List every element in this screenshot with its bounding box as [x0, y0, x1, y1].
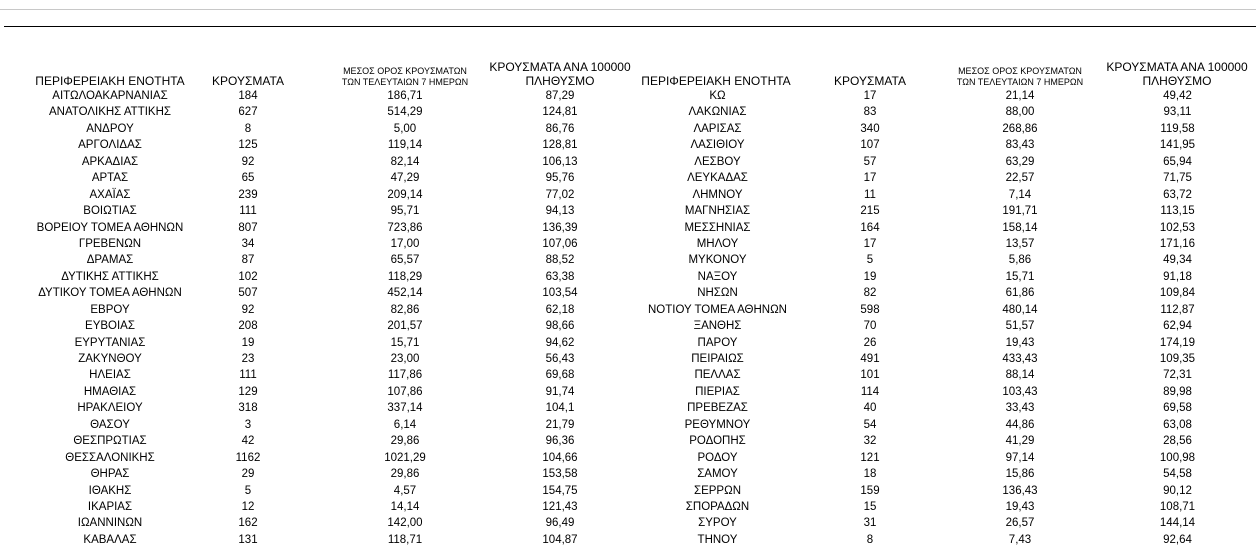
left-cases-cell: 184 — [238, 90, 258, 102]
right-avg7-cell: 88,00 — [1005, 106, 1035, 119]
table-row — [0, 252, 1256, 268]
table-row — [0, 450, 1256, 466]
right-cases-cell: 26 — [863, 336, 877, 349]
right-cases-cell: 11 — [864, 188, 876, 201]
left-avg7-cell: 65,57 — [390, 254, 420, 267]
right-region-cell: ΡΟΔΟΥ — [697, 451, 738, 464]
right-region-cell: ΛΗΜΝΟΥ — [692, 188, 743, 201]
table-row — [0, 351, 1256, 367]
right-cases-cell: 32 — [863, 435, 877, 448]
right-per100k-cell: 89,98 — [1163, 385, 1192, 398]
left-avg7-cell: 142,00 — [387, 517, 423, 530]
right-region-cell: ΚΩ — [709, 90, 726, 102]
left-avg7-cell: 29,86 — [390, 435, 420, 448]
right-avg7-cell: 61,86 — [1005, 287, 1035, 300]
header-per100k-right-line1: ΚΡΟΥΣΜΑΤΑ ΑΝΑ 100000 — [1106, 60, 1248, 74]
right-region-cell: ΝΟΤΙΟΥ ΤΟΜΕΑ ΑΘΗΝΩΝ — [648, 303, 787, 316]
right-per100k-cell: 65,94 — [1163, 155, 1192, 168]
left-per100k-cell: 98,66 — [545, 320, 575, 333]
right-cases-cell: 215 — [860, 205, 880, 218]
right-per100k-cell: 100,98 — [1159, 451, 1196, 464]
right-avg7-cell: 433,43 — [1002, 353, 1038, 365]
left-per100k-cell: 104,66 — [542, 451, 578, 464]
table-row — [0, 187, 1256, 203]
right-avg7-cell: 103,43 — [1002, 385, 1038, 398]
table-row — [0, 400, 1256, 416]
left-per100k-cell: 63,38 — [545, 270, 575, 283]
left-cases-cell: 3 — [244, 418, 252, 431]
left-per100k-cell: 86,76 — [545, 122, 575, 135]
header-cases-left-label: ΚΡΟΥΣΜΑΤΑ — [212, 74, 284, 88]
left-avg7-cell: 118,29 — [387, 270, 423, 283]
left-avg7-cell: 514,29 — [387, 106, 423, 119]
left-cases-cell: 125 — [238, 139, 258, 152]
left-region-cell: ΔΥΤΙΚΟΥ ΤΟΜΕΑ ΑΘΗΝΩΝ — [38, 287, 182, 300]
right-avg7-cell: 97,14 — [1005, 451, 1035, 464]
right-avg7-cell: 22,57 — [1005, 172, 1035, 185]
right-per100k-cell: 102,53 — [1159, 221, 1196, 234]
left-cases-cell: 131 — [238, 533, 258, 546]
header-avg7-left-line1: ΜΕΣΟΣ ΟΡΟΣ ΚΡΟΥΣΜΑΤΩΝ — [343, 66, 467, 76]
header-region-left — [20, 48, 200, 88]
left-avg7-cell: 186,71 — [387, 90, 423, 102]
left-per100k-cell: 88,52 — [545, 254, 575, 267]
right-avg7-cell: 5,86 — [1008, 254, 1032, 267]
right-region-cell: ΠΑΡΟΥ — [697, 336, 738, 349]
top-divider — [0, 9, 1256, 10]
left-avg7-cell: 82,86 — [390, 303, 420, 316]
table-row — [0, 302, 1256, 318]
right-cases-cell: 598 — [860, 303, 880, 316]
table-row — [0, 121, 1256, 137]
right-avg7-cell: 83,43 — [1005, 139, 1035, 152]
left-avg7-cell: 82,14 — [390, 155, 420, 168]
right-per100k-cell: 63,72 — [1163, 188, 1192, 201]
table-row — [0, 384, 1256, 400]
right-cases-cell: 8 — [866, 533, 874, 546]
left-region-cell: ΙΚΑΡΙΑΣ — [87, 500, 133, 513]
left-region-cell: ΘΕΣΣΑΛΟΝΙΚΗΣ — [65, 451, 155, 464]
left-avg7-cell: 117,86 — [387, 369, 423, 382]
right-cases-cell: 114 — [860, 385, 880, 398]
left-cases-cell: 5 — [244, 484, 252, 497]
right-per100k-cell: 109,84 — [1159, 287, 1196, 300]
right-per100k-cell: 49,34 — [1163, 254, 1192, 267]
left-region-cell: ΗΡΑΚΛΕΙΟΥ — [77, 402, 143, 415]
right-per100k-cell: 93,11 — [1163, 106, 1192, 119]
right-per100k-cell: 72,31 — [1163, 369, 1192, 382]
right-cases-cell: 82 — [863, 287, 877, 300]
table-row — [0, 433, 1256, 449]
left-region-cell: ΘΕΣΠΡΩΤΙΑΣ — [73, 435, 147, 448]
right-region-cell: ΝΗΣΩΝ — [697, 287, 738, 300]
header-cases-left — [205, 48, 291, 88]
table-row — [0, 285, 1256, 301]
header-per100k-right-line2: ΠΛΗΘΥΣΜΟ — [1142, 74, 1212, 88]
left-cases-cell: 42 — [241, 435, 255, 448]
right-per100k-cell: 92,64 — [1163, 533, 1192, 546]
left-per100k-cell: 136,39 — [542, 221, 578, 234]
right-avg7-cell: 268,86 — [1002, 122, 1038, 135]
left-avg7-cell: 1021,29 — [384, 451, 426, 464]
left-region-cell: ΑΡΓΟΛΙΔΑΣ — [78, 139, 142, 152]
left-region-cell: ΕΥΒΟΙΑΣ — [85, 320, 135, 333]
left-per100k-cell: 77,02 — [545, 188, 575, 201]
right-avg7-cell: 51,57 — [1005, 320, 1035, 333]
table-row — [0, 483, 1256, 499]
left-region-cell: ΔΥΤΙΚΗΣ ΑΤΤΙΚΗΣ — [61, 270, 159, 283]
left-per100k-cell: 106,13 — [542, 155, 578, 168]
left-cases-cell: 87 — [241, 254, 255, 267]
right-region-cell: ΛΕΣΒΟΥ — [694, 155, 741, 168]
left-cases-cell: 239 — [238, 188, 258, 201]
left-avg7-cell: 23,00 — [390, 353, 420, 365]
left-avg7-cell: 4,57 — [393, 484, 417, 497]
left-per100k-cell: 96,36 — [545, 435, 575, 448]
right-cases-cell: 121 — [860, 451, 880, 464]
left-per100k-cell: 104,1 — [545, 402, 575, 415]
left-cases-cell: 92 — [241, 303, 255, 316]
table-row — [0, 104, 1256, 120]
right-cases-cell: 70 — [863, 320, 877, 333]
right-cases-cell: 491 — [860, 353, 880, 365]
left-per100k-cell: 121,43 — [542, 500, 578, 513]
left-per100k-cell: 91,74 — [545, 385, 575, 398]
left-region-cell: ΚΑΒΑΛΑΣ — [83, 533, 137, 546]
left-avg7-cell: 452,14 — [387, 287, 423, 300]
right-cases-cell: 5 — [866, 254, 874, 267]
right-cases-cell: 17 — [863, 172, 877, 185]
left-cases-cell: 111 — [239, 205, 257, 218]
left-avg7-cell: 337,14 — [387, 402, 423, 415]
left-avg7-cell: 119,14 — [387, 139, 423, 152]
header-avg7-left-line2: ΤΩΝ ΤΕΛΕΥΤΑΙΩΝ 7 ΗΜΕΡΩΝ — [341, 77, 469, 87]
left-per100k-cell: 62,18 — [545, 303, 575, 316]
left-avg7-cell: 14,14 — [390, 500, 420, 513]
table-row — [0, 220, 1256, 236]
left-cases-cell: 1162 — [235, 451, 261, 464]
right-avg7-cell: 26,57 — [1005, 517, 1035, 530]
right-region-cell: ΤΗΝΟΥ — [697, 533, 738, 546]
left-cases-cell: 507 — [238, 287, 258, 300]
table-row — [0, 499, 1256, 515]
header-region-right — [636, 48, 796, 88]
table-row — [0, 269, 1256, 285]
right-per100k-cell: 109,35 — [1159, 353, 1196, 365]
right-region-cell: ΛΑΣΙΘΙΟΥ — [690, 139, 745, 152]
right-avg7-cell: 136,43 — [1002, 484, 1038, 497]
right-region-cell: ΜΑΓΝΗΣΙΑΣ — [684, 205, 751, 218]
right-avg7-cell: 33,43 — [1005, 402, 1035, 415]
table-row — [0, 88, 1256, 104]
left-region-cell: ΘΗΡΑΣ — [90, 468, 130, 481]
table-row — [0, 203, 1256, 219]
table-row — [0, 318, 1256, 334]
left-cases-cell: 807 — [238, 221, 258, 234]
right-avg7-cell: 19,43 — [1005, 500, 1035, 513]
right-region-cell: ΜΗΛΟΥ — [696, 237, 739, 250]
table-row — [0, 417, 1256, 433]
right-cases-cell: 19 — [863, 270, 877, 283]
right-avg7-cell: 480,14 — [1002, 303, 1038, 316]
right-region-cell: ΝΑΞΟΥ — [697, 270, 738, 283]
table-row — [0, 532, 1256, 548]
right-avg7-cell: 7,43 — [1008, 533, 1032, 546]
right-region-cell: ΠΕΛΛΑΣ — [694, 369, 741, 382]
left-cases-cell: 23 — [241, 353, 255, 365]
table-row — [0, 236, 1256, 252]
left-cases-cell: 129 — [238, 385, 258, 398]
right-avg7-cell: 63,29 — [1005, 155, 1035, 168]
right-per100k-cell: 63,08 — [1163, 418, 1192, 431]
left-per100k-cell: 103,54 — [542, 287, 578, 300]
table-body — [0, 88, 1256, 548]
left-cases-cell: 92 — [241, 155, 255, 168]
left-per100k-cell: 104,87 — [542, 533, 578, 546]
left-region-cell: ΘΑΣΟΥ — [90, 418, 130, 431]
right-per100k-cell: 28,56 — [1163, 435, 1192, 448]
right-cases-cell: 340 — [860, 122, 880, 135]
left-region-cell: ΑΧΑΪΑΣ — [89, 188, 131, 201]
left-avg7-cell: 209,14 — [387, 188, 423, 201]
header-cases-right — [826, 48, 914, 88]
table-row — [0, 137, 1256, 153]
left-per100k-cell: 154,75 — [542, 484, 578, 497]
left-per100k-cell: 94,62 — [545, 336, 575, 349]
left-per100k-cell: 153,58 — [542, 468, 578, 481]
right-avg7-cell: 19,43 — [1005, 336, 1035, 349]
left-region-cell: ΙΘΑΚΗΣ — [88, 484, 132, 497]
right-region-cell: ΜΕΣΣΗΝΙΑΣ — [684, 221, 751, 234]
right-region-cell: ΣΥΡΟΥ — [698, 517, 737, 530]
left-region-cell: ΕΥΡΥΤΑΝΙΑΣ — [74, 336, 146, 349]
header-cases-right-label: ΚΡΟΥΣΜΑΤΑ — [834, 74, 906, 88]
left-per100k-cell: 96,49 — [545, 517, 575, 530]
left-avg7-cell: 5,00 — [393, 122, 417, 135]
right-per100k-cell: 91,18 — [1163, 270, 1192, 283]
right-per100k-cell: 71,75 — [1163, 172, 1192, 185]
right-region-cell: ΛΑΚΩΝΙΑΣ — [688, 106, 747, 119]
right-region-cell: ΜΥΚΟΝΟΥ — [688, 254, 747, 267]
header-per100k-right — [1102, 48, 1252, 88]
left-cases-cell: 19 — [241, 336, 255, 349]
left-region-cell: ΗΛΕΙΑΣ — [89, 369, 131, 382]
right-cases-cell: 31 — [863, 517, 877, 530]
left-region-cell: ΑΡΤΑΣ — [91, 172, 129, 185]
table-row — [0, 367, 1256, 383]
right-per100k-cell: 108,71 — [1159, 500, 1196, 513]
right-cases-cell: 40 — [863, 402, 877, 415]
left-per100k-cell: 21,79 — [545, 418, 575, 431]
table-row — [0, 515, 1256, 531]
right-per100k-cell: 112,87 — [1160, 303, 1195, 316]
right-per100k-cell: 113,15 — [1160, 205, 1195, 218]
right-cases-cell: 83 — [863, 106, 877, 119]
left-per100k-cell: 87,29 — [545, 90, 575, 102]
left-region-cell: ΑΝΔΡΟΥ — [86, 122, 134, 135]
right-cases-cell: 57 — [863, 155, 877, 168]
left-cases-cell: 12 — [241, 500, 255, 513]
left-region-cell: ΙΩΑΝΝΙΝΩΝ — [77, 517, 143, 530]
right-avg7-cell: 13,57 — [1005, 237, 1035, 250]
table-row — [0, 335, 1256, 351]
right-avg7-cell: 88,14 — [1005, 369, 1035, 382]
right-per100k-cell: 119,58 — [1160, 122, 1195, 135]
right-cases-cell: 101 — [860, 369, 880, 382]
left-cases-cell: 627 — [238, 106, 258, 119]
left-avg7-cell: 107,86 — [387, 385, 423, 398]
left-avg7-cell: 29,86 — [390, 468, 420, 481]
header-region-left-label: ΠΕΡΙΦΕΡΕΙΑΚΗ ΕΝΟΤΗΤΑ — [35, 74, 185, 88]
header-per100k-left — [485, 48, 635, 88]
left-per100k-cell: 56,43 — [545, 353, 575, 365]
left-region-cell: ΓΡΕΒΕΝΩΝ — [78, 237, 142, 250]
right-per100k-cell: 141,95 — [1159, 139, 1196, 152]
left-avg7-cell: 201,57 — [387, 320, 423, 333]
header-avg7-right-line2: ΤΩΝ ΤΕΛΕΥΤΑΙΩΝ 7 ΗΜΕΡΩΝ — [956, 77, 1084, 87]
left-per100k-cell: 124,81 — [542, 106, 578, 119]
right-region-cell: ΣΑΜΟΥ — [697, 468, 738, 481]
right-avg7-cell: 191,71 — [1002, 205, 1038, 218]
header-avg7-right — [945, 48, 1095, 90]
left-region-cell: ΑΙΤΩΛΟΑΚΑΡΝΑΝΙΑΣ — [52, 90, 168, 102]
right-cases-cell: 159 — [860, 484, 880, 497]
right-per100k-cell: 54,58 — [1163, 468, 1192, 481]
header-region-right-label: ΠΕΡΙΦΕΡΕΙΑΚΗ ΕΝΟΤΗΤΑ — [641, 74, 791, 88]
left-avg7-cell: 6,14 — [393, 418, 417, 431]
left-cases-cell: 8 — [244, 122, 252, 135]
header-per100k-left-line2: ΠΛΗΘΥΣΜΟ — [525, 74, 595, 88]
left-avg7-cell: 17,00 — [390, 237, 420, 250]
left-per100k-cell: 69,68 — [545, 369, 575, 382]
left-avg7-cell: 95,71 — [390, 205, 420, 218]
right-cases-cell: 18 — [863, 468, 877, 481]
right-cases-cell: 17 — [863, 237, 877, 250]
right-region-cell: ΠΕΙΡΑΙΩΣ — [691, 353, 744, 365]
right-cases-cell: 17 — [863, 90, 877, 102]
right-cases-cell: 15 — [863, 500, 877, 513]
left-avg7-cell: 47,29 — [390, 172, 420, 185]
right-avg7-cell: 7,14 — [1008, 188, 1032, 201]
left-per100k-cell: 107,06 — [542, 237, 578, 250]
right-region-cell: ΣΠΟΡΑΔΩΝ — [685, 500, 750, 513]
table-row — [0, 154, 1256, 170]
right-per100k-cell: 69,58 — [1163, 402, 1192, 415]
right-region-cell: ΠΙΕΡΙΑΣ — [695, 385, 740, 398]
left-per100k-cell: 95,76 — [545, 172, 575, 185]
right-region-cell: ΛΑΡΙΣΑΣ — [693, 122, 742, 135]
right-per100k-cell: 174,19 — [1159, 336, 1196, 349]
table-row — [0, 170, 1256, 186]
left-region-cell: ΗΜΑΘΙΑΣ — [83, 385, 137, 398]
left-cases-cell: 111 — [239, 369, 257, 382]
left-avg7-cell: 723,86 — [387, 221, 423, 234]
right-region-cell: ΠΡΕΒΕΖΑΣ — [687, 402, 748, 415]
right-per100k-cell: 49,42 — [1163, 90, 1192, 102]
left-per100k-cell: 128,81 — [542, 139, 578, 152]
right-region-cell: ΞΑΝΘΗΣ — [693, 320, 742, 333]
right-per100k-cell: 144,14 — [1159, 517, 1196, 530]
right-avg7-cell: 158,14 — [1002, 221, 1038, 234]
left-avg7-cell: 15,71 — [390, 336, 420, 349]
right-cases-cell: 107 — [860, 139, 880, 152]
left-cases-cell: 29 — [241, 468, 255, 481]
left-avg7-cell: 118,71 — [387, 533, 423, 546]
left-cases-cell: 318 — [238, 402, 258, 415]
header-avg7-right-line1: ΜΕΣΟΣ ΟΡΟΣ ΚΡΟΥΣΜΑΤΩΝ — [958, 66, 1082, 76]
right-region-cell: ΡΟΔΟΠΗΣ — [689, 435, 746, 448]
left-region-cell: ΒΟΡΕΙΟΥ ΤΟΜΕΑ ΑΘΗΝΩΝ — [36, 221, 184, 234]
left-region-cell: ΔΡΑΜΑΣ — [86, 254, 134, 267]
right-region-cell: ΛΕΥΚΑΔΑΣ — [687, 172, 748, 185]
header-avg7-left — [330, 48, 480, 90]
left-cases-cell: 208 — [238, 320, 258, 333]
right-avg7-cell: 15,71 — [1005, 270, 1035, 283]
left-cases-cell: 102 — [238, 270, 258, 283]
right-region-cell: ΡΕΘΥΜΝΟΥ — [684, 418, 751, 431]
header-rule — [4, 26, 1256, 27]
right-region-cell: ΣΕΡΡΩΝ — [693, 484, 742, 497]
right-per100k-cell: 90,12 — [1163, 484, 1192, 497]
left-region-cell: ΕΒΡΟΥ — [90, 303, 130, 316]
left-cases-cell: 65 — [241, 172, 255, 185]
right-cases-cell: 164 — [860, 221, 880, 234]
left-cases-cell: 162 — [238, 517, 258, 530]
left-region-cell: ΑΝΑΤΟΛΙΚΗΣ ΑΤΤΙΚΗΣ — [48, 106, 171, 119]
right-cases-cell: 54 — [863, 418, 877, 431]
right-avg7-cell: 44,86 — [1005, 418, 1035, 431]
right-avg7-cell: 15,86 — [1005, 468, 1035, 481]
left-region-cell: ΑΡΚΑΔΙΑΣ — [81, 155, 139, 168]
right-per100k-cell: 171,16 — [1159, 237, 1196, 250]
left-cases-cell: 34 — [241, 237, 255, 250]
table-row — [0, 466, 1256, 482]
left-region-cell: ΒΟΙΩΤΙΑΣ — [83, 205, 137, 218]
right-per100k-cell: 62,94 — [1163, 320, 1192, 333]
left-per100k-cell: 94,13 — [545, 205, 575, 218]
left-region-cell: ΖΑΚΥΝΘΟΥ — [78, 353, 142, 365]
right-avg7-cell: 21,14 — [1005, 90, 1035, 102]
right-avg7-cell: 41,29 — [1005, 435, 1035, 448]
header-per100k-left-line1: ΚΡΟΥΣΜΑΤΑ ΑΝΑ 100000 — [489, 60, 631, 74]
